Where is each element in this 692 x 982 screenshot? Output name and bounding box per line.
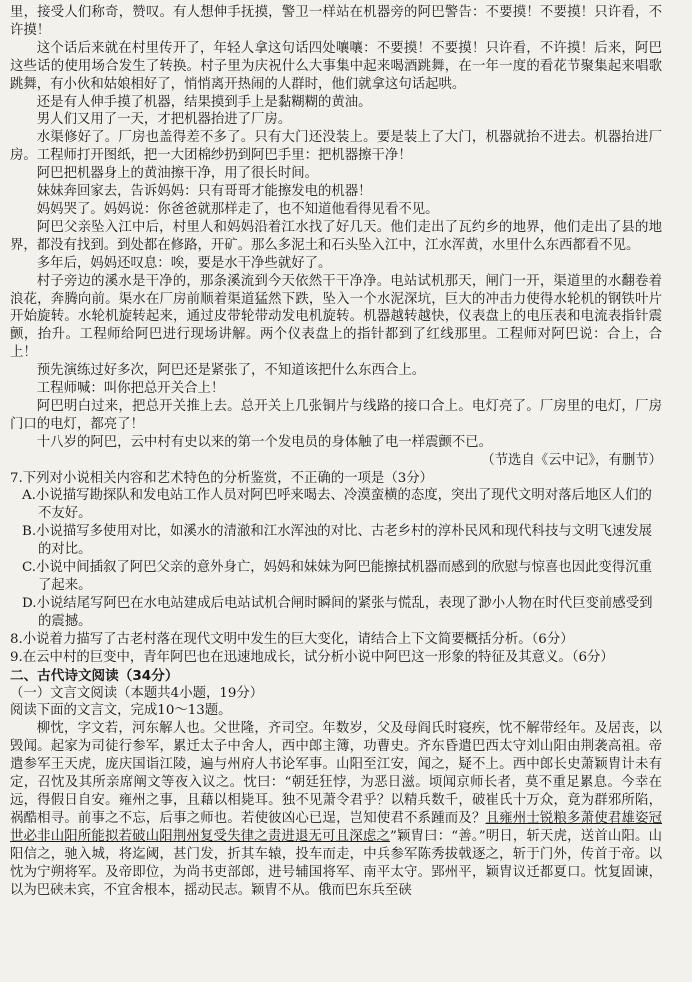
question-8: 8.小说着力描写了古老村落在现代文明中发生的巨大变化，请结合上下文简要概括分析。（6分） bbox=[10, 631, 574, 647]
section-title: 二、古代诗文阅读（34分） bbox=[10, 667, 179, 684]
story-paragraph: 工程师喊：叫你把总开关合上！ bbox=[36, 381, 225, 397]
story-paragraph: 男人们又用了一天，才把机器抬进了厂房。 bbox=[36, 112, 292, 128]
story-source: （节选自《云中记》，有删节） bbox=[481, 452, 662, 468]
story-paragraph: 预先演练过好多次，阿巴还是紧张了，不知道该把什么东西合上。 bbox=[36, 363, 426, 379]
story-paragraph: 还是有人伸手摸了机器，结果摸到手上是黏糊糊的黄油。 bbox=[36, 94, 372, 110]
reading-instruction: 阅读下面的文言文，完成10～13题。 bbox=[10, 703, 232, 719]
story-paragraph: 妹妹奔回家去，告诉妈妈：只有哥哥才能擦发电的机器！ bbox=[36, 184, 372, 200]
story-paragraph: 妈妈哭了。妈妈说：你爸爸就那样走了，也不知道他看得见看不见。 bbox=[36, 201, 439, 217]
subsection-title: （一）文言文阅读（本题共4小题，19分） bbox=[10, 685, 264, 701]
story-paragraph: 阿巴明白过来，把总开关推上去。总开关上几张铜片与线路的接口合上。电灯亮了。厂房里的电灯，厂房门口的电灯，都亮了！ bbox=[10, 398, 662, 432]
story-paragraph: 里，接受人们称奇，赞叹。有人想伸手抚摸，警卫一样站在机器旁的阿巴警告：不要摸！不要摸！只许看，不许摸！ bbox=[10, 5, 662, 38]
story-paragraph: 多年后，妈妈还叹息：唉，要是水干净些就好了。 bbox=[36, 255, 332, 271]
question-7-option-b: B.小说描写多使用对比，如溪水的清澈和江水浑浊的对比、古老乡村的淳朴民风和现代科技与文明飞速发展的对比。 bbox=[22, 524, 653, 558]
question-7-stem: 7.下列对小说相关内容和艺术特色的分析鉴赏，不正确的一项是（3分） bbox=[10, 470, 434, 486]
question-7-option-a: A.小说描写勘探队和发电站工作人员对阿巴呼来喝去、冷漠蛮横的态度，突出了现代文明对落后地区人们的不友好。 bbox=[22, 488, 652, 522]
story-paragraph: 这个话后来就在村里传开了，年轻人拿这句话四处嚷嚷：不要摸！不要摸！只许看，不许摸！后来，阿巴这些话的使用场合发生了转换。村子里为庆祝什么大事集中起来喝酒跳舞，在一年一度的看花节聚集起来唱歌跳舞，有小伙和姑娘相好了，悄悄离开热闹的人群时，他们就拿这句话起哄。 bbox=[10, 40, 662, 92]
story-paragraph: 十八岁的阿巴，云中村有史以来的第一个发电员的身体触了电一样震颤不已。 bbox=[36, 434, 493, 450]
story-paragraph: 村子旁边的溪水是干净的，那条溪流到今天依然干干净净。电站试机那天，闸门一开，渠道里的水翻卷着浪花，奔腾向前。渠水在厂房前顺着渠道猛然下跌，坠入一个水泥深坑，巨大的冲击力使得水轮机的钢铁叶片开始旋转。水轮机旋转起来，通过皮带轮带动发电机旋转。机器越转越快，仪表盘上的电压表和电流表指针震颤，抬升。工程师给阿巴进行现场讲解。两个仪表盘上的指针都到了红线那里。工程师对阿巴说：合上，合上！ bbox=[10, 273, 662, 361]
question-7-option-d: D.小说结尾写阿巴在水电站建成后电站试机合闸时瞬间的紧张与慌乱，表现了渺小人物在时代巨变前感受到的震撼。 bbox=[22, 595, 653, 629]
story-paragraph: 阿巴父亲坠入江中后，村里人和妈妈沿着江水找了好几天。他们走出了瓦约乡的地界，他们走出了县的地界，都没有找到。到处都在修路，开矿。那么多泥土和石头坠入江中，江水浑黄，水里什么东西都看不见。 bbox=[10, 219, 662, 253]
passage-part-b: ”颖胄曰：“善。”明日，斩天虎，送首山阳。山阳信之，驰入城，将迄阈，甚门发，折其车辕，投车而走，中兵参军陈秀拔戟逐之，斩于门外，传首于帝。以忱为宁朔将军。及帝即位，为尚书吏部郎，进号辅国将军、南平太守。郢州平，颖胄议迁都夏口。忱复固谏，以为巴硖未宾，不宜舍根本，摇动民志。颖胄不从。俄而巴东兵至硖 bbox=[10, 828, 662, 898]
question-7-option-c: C.小说中间插叙了阿巴父亲的意外身亡，妈妈和妹妹为阿巴能擦拭机器而感到的欣慰与惊喜也因此变得沉重了起来。 bbox=[22, 560, 652, 593]
classical-passage bbox=[10, 720, 662, 899]
story-paragraph: 水渠修好了。厂房也盖得差不多了。只有大门还没装上。要是装上了大门，机器就抬不进去。机器抬进厂房。工程师打开图纸，把一大团棉纱扔到阿巴手里：把机器擦干净！ bbox=[10, 130, 662, 164]
passage-part-a: 柳忱，字文若，河东解人也。父世隆，齐司空。年数岁，父及母阎氏时寝疾，忱不解带经年。及居丧，以毁闻。起家为司徒行参军，累迁太子中舍人，西中郎主簿，功曹史。齐东昏遣巴西太守刘山阳由荆袭高祖。帝遣参军王天虎，庞庆国诣江陵，遍与州府人书论军事。山阳至江安，闻之，疑不上。西中郎长史萧颖胄计未有定，召忱及其所亲席阐文等夜入议之。忱曰：“朝廷狂悖，为恶日滋。顷闻京师长者，莫不重足累息。今幸在远，得假日自安。雍州之事，且藉以相毙耳。独不见萧令君乎？以精兵数千，破崔氏十万众，竟为群邪所陷，祸酷相寻。前事之不忘，后事之师也。若使彼凶心已逞，岂知使君不系踵而及？ bbox=[10, 721, 662, 826]
question-9: 9.在云中村的巨变中，青年阿巴也在迅速地成长，试分析小说中阿巴这一形象的特征及其意义。（6分） bbox=[10, 649, 614, 665]
story-paragraph: 阿巴把机器身上的黄油擦干净，用了很长时间。 bbox=[36, 166, 318, 182]
underlined-sentence: 且雍州士锐粮多萧使君雄姿冠世必非山阳所能拟若破山阳荆州复受失律之责进退无可且深虑之 bbox=[10, 810, 663, 844]
